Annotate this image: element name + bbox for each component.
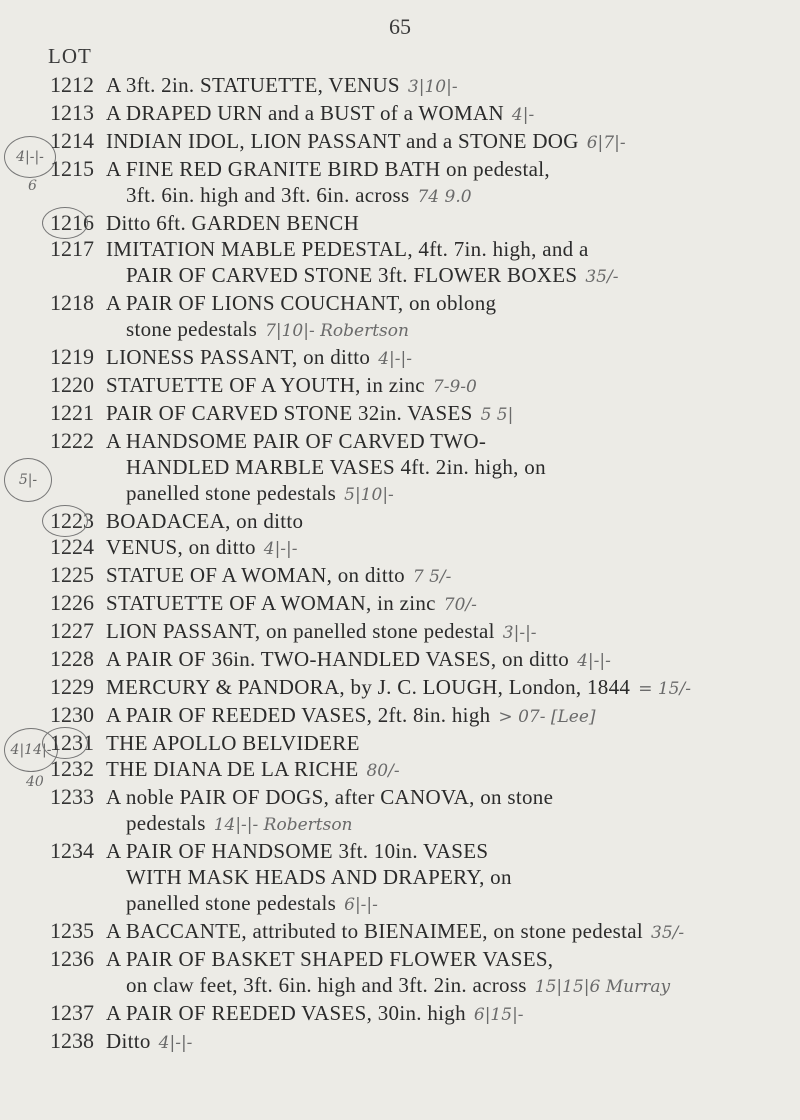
lot-text: A DRAPED URN and a BUST of a WOMAN	[106, 101, 504, 125]
lot-number-circle	[42, 505, 88, 537]
handwritten-price-annotation: > 07- [Lee]	[498, 707, 596, 727]
lot-text: panelled stone pedestals	[126, 891, 337, 915]
lot-number: 1212	[50, 72, 94, 97]
lot-description	[106, 838, 770, 918]
lot-description-line	[106, 562, 770, 590]
lot-description-line	[106, 972, 770, 1000]
handwritten-price-annotation: 35/-	[585, 267, 619, 287]
handwritten-price-annotation: 4|-|-	[577, 651, 611, 671]
lot-number: 1231	[50, 730, 106, 756]
page-number: 65	[389, 14, 411, 39]
lot-description	[106, 72, 770, 100]
lot-text: A PAIR OF REEDED VASES, 2ft. 8in. high	[106, 703, 491, 727]
lot-description	[106, 756, 770, 784]
lot-entry	[50, 730, 770, 756]
lot-number: 1221	[50, 400, 94, 425]
lot-description	[106, 210, 770, 236]
lot-description-line	[106, 290, 770, 316]
lot-text: A 3ft. 2in. STATUETTE, VENUS	[106, 73, 400, 97]
lot-description-line	[106, 702, 770, 730]
handwritten-price-annotation: 4|-	[511, 105, 535, 125]
margin-note-circle-1	[4, 136, 56, 178]
lot-description-line	[106, 784, 770, 810]
handwritten-price-annotation: = 15/-	[638, 679, 691, 699]
lot-description	[106, 946, 770, 1000]
lot-text: on claw feet, 3ft. 6in. high and 3ft. 2in. across	[126, 973, 527, 997]
lot-number: 1213	[50, 100, 94, 125]
lot-text: PAIR OF CARVED STONE 3ft. FLOWER BOXES	[126, 263, 578, 287]
lot-text: BOADACEA, on ditto	[106, 509, 304, 533]
lot-entry	[50, 918, 770, 946]
lot-entry	[50, 236, 770, 290]
handwritten-price-annotation: 3|10|-	[407, 77, 458, 97]
lot-number: 1225	[50, 562, 94, 587]
lot-number: 1230	[50, 702, 94, 727]
lot-description-line	[106, 128, 770, 156]
margin-note-text-5: 40	[26, 774, 44, 790]
lot-number: 1235	[50, 918, 94, 943]
lot-text: MERCURY & PANDORA, by J. C. LOUGH, London, 1844	[106, 675, 631, 699]
handwritten-price-annotation: 70/-	[443, 595, 477, 615]
lot-entry	[50, 372, 770, 400]
lot-description-line	[106, 454, 770, 480]
lot-description-line	[106, 156, 770, 182]
lot-description	[106, 646, 770, 674]
lot-description-line	[106, 1000, 770, 1028]
lot-entry	[50, 674, 770, 702]
lot-description	[106, 1000, 770, 1028]
lot-text: THE DIANA DE LA RICHE	[106, 757, 359, 781]
lot-text: A PAIR OF REEDED VASES, 30in. high	[106, 1001, 466, 1025]
lot-description-line	[106, 236, 770, 262]
lot-entry	[50, 344, 770, 372]
lot-entry	[50, 1028, 770, 1056]
lot-text: STATUETTE OF A WOMAN, in zinc	[106, 591, 436, 615]
lot-text: A PAIR OF LIONS COUCHANT, on oblong	[106, 291, 497, 315]
lot-entry	[50, 784, 770, 838]
lot-text: A FINE RED GRANITE BIRD BATH on pedestal,	[106, 157, 550, 181]
handwritten-price-annotation: 7-9-0	[432, 377, 477, 397]
handwritten-price-annotation: 3|-|-	[502, 623, 537, 643]
lot-description-line	[106, 100, 770, 128]
handwritten-price-annotation: 5 5|	[480, 405, 514, 425]
lot-description-line	[106, 810, 770, 838]
lot-description	[106, 590, 770, 618]
lot-description	[106, 428, 770, 508]
lot-number: 1226	[50, 590, 94, 615]
lot-description-line	[106, 480, 770, 508]
handwritten-price-annotation: 14|-|- Robertson	[213, 815, 353, 835]
lot-description-line	[106, 210, 770, 236]
lot-entry	[50, 702, 770, 730]
lot-description-line	[106, 372, 770, 400]
handwritten-price-annotation: 80/-	[366, 761, 400, 781]
lot-description-line	[106, 864, 770, 890]
margin-note-text-2: 6	[28, 178, 37, 194]
lot-description	[106, 236, 770, 290]
lot-entry	[50, 618, 770, 646]
lot-description-line	[106, 918, 770, 946]
handwritten-price-annotation: 6|7|-	[586, 133, 626, 153]
lot-text: 3ft. 6in. high and 3ft. 6in. across	[126, 183, 410, 207]
lot-number: 1222	[50, 428, 94, 453]
lot-description-line	[106, 262, 770, 290]
lot-text: A noble PAIR OF DOGS, after CANOVA, on stone	[106, 785, 554, 809]
lot-description-line	[106, 674, 770, 702]
lot-text: A HANDSOME PAIR OF CARVED TWO-	[106, 429, 487, 453]
handwritten-price-annotation: 5|10|-	[344, 485, 394, 505]
lot-number: 1216	[50, 210, 106, 236]
lot-text: A PAIR OF 36in. TWO-HANDLED VASES, on ditto	[106, 647, 570, 671]
lot-entry	[50, 100, 770, 128]
lot-number-circle	[42, 727, 88, 759]
lot-description-line	[106, 590, 770, 618]
lot-number: 1224	[50, 534, 94, 559]
lot-text: pedestals	[126, 811, 206, 835]
lot-text: INDIAN IDOL, LION PASSANT and a STONE DOG	[106, 129, 579, 153]
lot-entry	[50, 646, 770, 674]
handwritten-price-annotation: 7|10|- Robertson	[265, 321, 409, 341]
lot-entry	[50, 534, 770, 562]
lot-number: 1233	[50, 784, 94, 809]
lot-text: panelled stone pedestals	[126, 481, 337, 505]
lot-description-line	[106, 400, 770, 428]
lot-description	[106, 100, 770, 128]
lot-entry	[50, 156, 770, 210]
lot-text: A PAIR OF HANDSOME 3ft. 10in. VASES	[106, 839, 489, 863]
lot-description-line	[106, 344, 770, 372]
lot-number: 1236	[50, 946, 94, 971]
lot-description-line	[106, 316, 770, 344]
handwritten-price-annotation: 35/-	[651, 923, 685, 943]
handwritten-price-annotation: 15|15|6 Murray	[534, 977, 671, 997]
lot-description	[106, 344, 770, 372]
lot-entry	[50, 210, 770, 236]
lot-number: 1223	[50, 508, 106, 534]
lot-description-line	[106, 1028, 770, 1056]
lot-text: stone pedestals	[126, 317, 258, 341]
lot-description-line	[106, 508, 770, 534]
lot-description	[106, 918, 770, 946]
lot-entry	[50, 838, 770, 918]
lot-description-line	[106, 618, 770, 646]
lot-text: LION PASSANT, on panelled stone pedestal	[106, 619, 495, 643]
lot-text: STATUETTE OF A YOUTH, in zinc	[106, 373, 425, 397]
lot-number: 1237	[50, 1000, 94, 1025]
lot-entry	[50, 400, 770, 428]
handwritten-price-annotation: 6|15|-	[473, 1005, 524, 1025]
lot-entry	[50, 562, 770, 590]
lot-description-line	[106, 946, 770, 972]
lot-description	[106, 674, 770, 702]
lot-description	[106, 372, 770, 400]
lot-text: A BACCANTE, attributed to BIENAIMEE, on stone pedestal	[106, 919, 644, 943]
lot-text: STATUE OF A WOMAN, on ditto	[106, 563, 405, 587]
lot-number: 1229	[50, 674, 94, 699]
lot-number: 1238	[50, 1028, 94, 1053]
lot-number: 1232	[50, 756, 94, 781]
lot-description-line	[106, 890, 770, 918]
margin-note-text: 5|-	[18, 472, 38, 488]
lot-entry	[50, 946, 770, 1000]
lot-description-line	[106, 182, 770, 210]
lot-text: THE APOLLO BELVIDERE	[106, 731, 360, 755]
lot-entry	[50, 508, 770, 534]
handwritten-price-annotation: 74 9.0	[417, 187, 472, 207]
handwritten-price-annotation: 7 5/-	[412, 567, 452, 587]
lot-text: Ditto 6ft. GARDEN BENCH	[106, 211, 360, 235]
lot-number: 1227	[50, 618, 94, 643]
lot-description-line	[106, 730, 770, 756]
lot-column-heading: LOT	[48, 44, 92, 68]
lot-text: WITH MASK HEADS AND DRAPERY, on	[126, 865, 512, 889]
lot-description	[106, 128, 770, 156]
lot-entry	[50, 1000, 770, 1028]
handwritten-price-annotation: 6|-|-	[344, 895, 378, 915]
lot-number: 1215	[50, 156, 94, 181]
lot-number: 1228	[50, 646, 94, 671]
lot-description-line	[106, 756, 770, 784]
lot-number: 1220	[50, 372, 94, 397]
lot-description	[106, 1028, 770, 1056]
lot-description	[106, 784, 770, 838]
lot-number: 1214	[50, 128, 94, 153]
lot-text: PAIR OF CARVED STONE 32in. VASES	[106, 401, 473, 425]
lot-text: IMITATION MABLE PEDESTAL, 4ft. 7in. high, and a	[106, 237, 589, 261]
lot-number: 1217	[50, 236, 94, 261]
margin-note-circle-2	[4, 458, 52, 502]
lot-description	[106, 618, 770, 646]
lot-text: VENUS, on ditto	[106, 535, 256, 559]
lot-text: A PAIR OF BASKET SHAPED FLOWER VASES,	[106, 947, 554, 971]
lot-entry	[50, 128, 770, 156]
lot-description	[106, 534, 770, 562]
handwritten-price-annotation: 4|-|-	[158, 1033, 193, 1053]
lot-description	[106, 290, 770, 344]
lot-entry	[50, 290, 770, 344]
lot-description-line	[106, 534, 770, 562]
lot-description-line	[106, 838, 770, 864]
lot-entry	[50, 72, 770, 100]
lot-entry	[50, 428, 770, 508]
lot-entry	[50, 756, 770, 784]
lot-number: 1219	[50, 344, 94, 369]
lot-description	[106, 702, 770, 730]
lot-text: LIONESS PASSANT, on ditto	[106, 345, 371, 369]
lot-description-line	[106, 646, 770, 674]
lot-number: 1218	[50, 290, 94, 315]
lot-text: HANDLED MARBLE VASES 4ft. 2in. high, on	[126, 455, 546, 479]
lot-number-circle	[42, 207, 88, 239]
lot-entry	[50, 590, 770, 618]
lot-description	[106, 508, 770, 534]
margin-note-text: 4|-|-	[16, 149, 44, 165]
handwritten-price-annotation: 4|-|-	[263, 539, 298, 559]
lot-description	[106, 400, 770, 428]
lot-description-line	[106, 72, 770, 100]
margin-note-text: 4|14|-	[10, 742, 52, 758]
lot-list	[50, 72, 770, 1056]
lot-description	[106, 156, 770, 210]
lot-number: 1234	[50, 838, 94, 863]
lot-description-line	[106, 428, 770, 454]
lot-description	[106, 730, 770, 756]
handwritten-price-annotation: 4|-|-	[378, 349, 412, 369]
lot-text: Ditto	[106, 1029, 151, 1053]
lot-description	[106, 562, 770, 590]
